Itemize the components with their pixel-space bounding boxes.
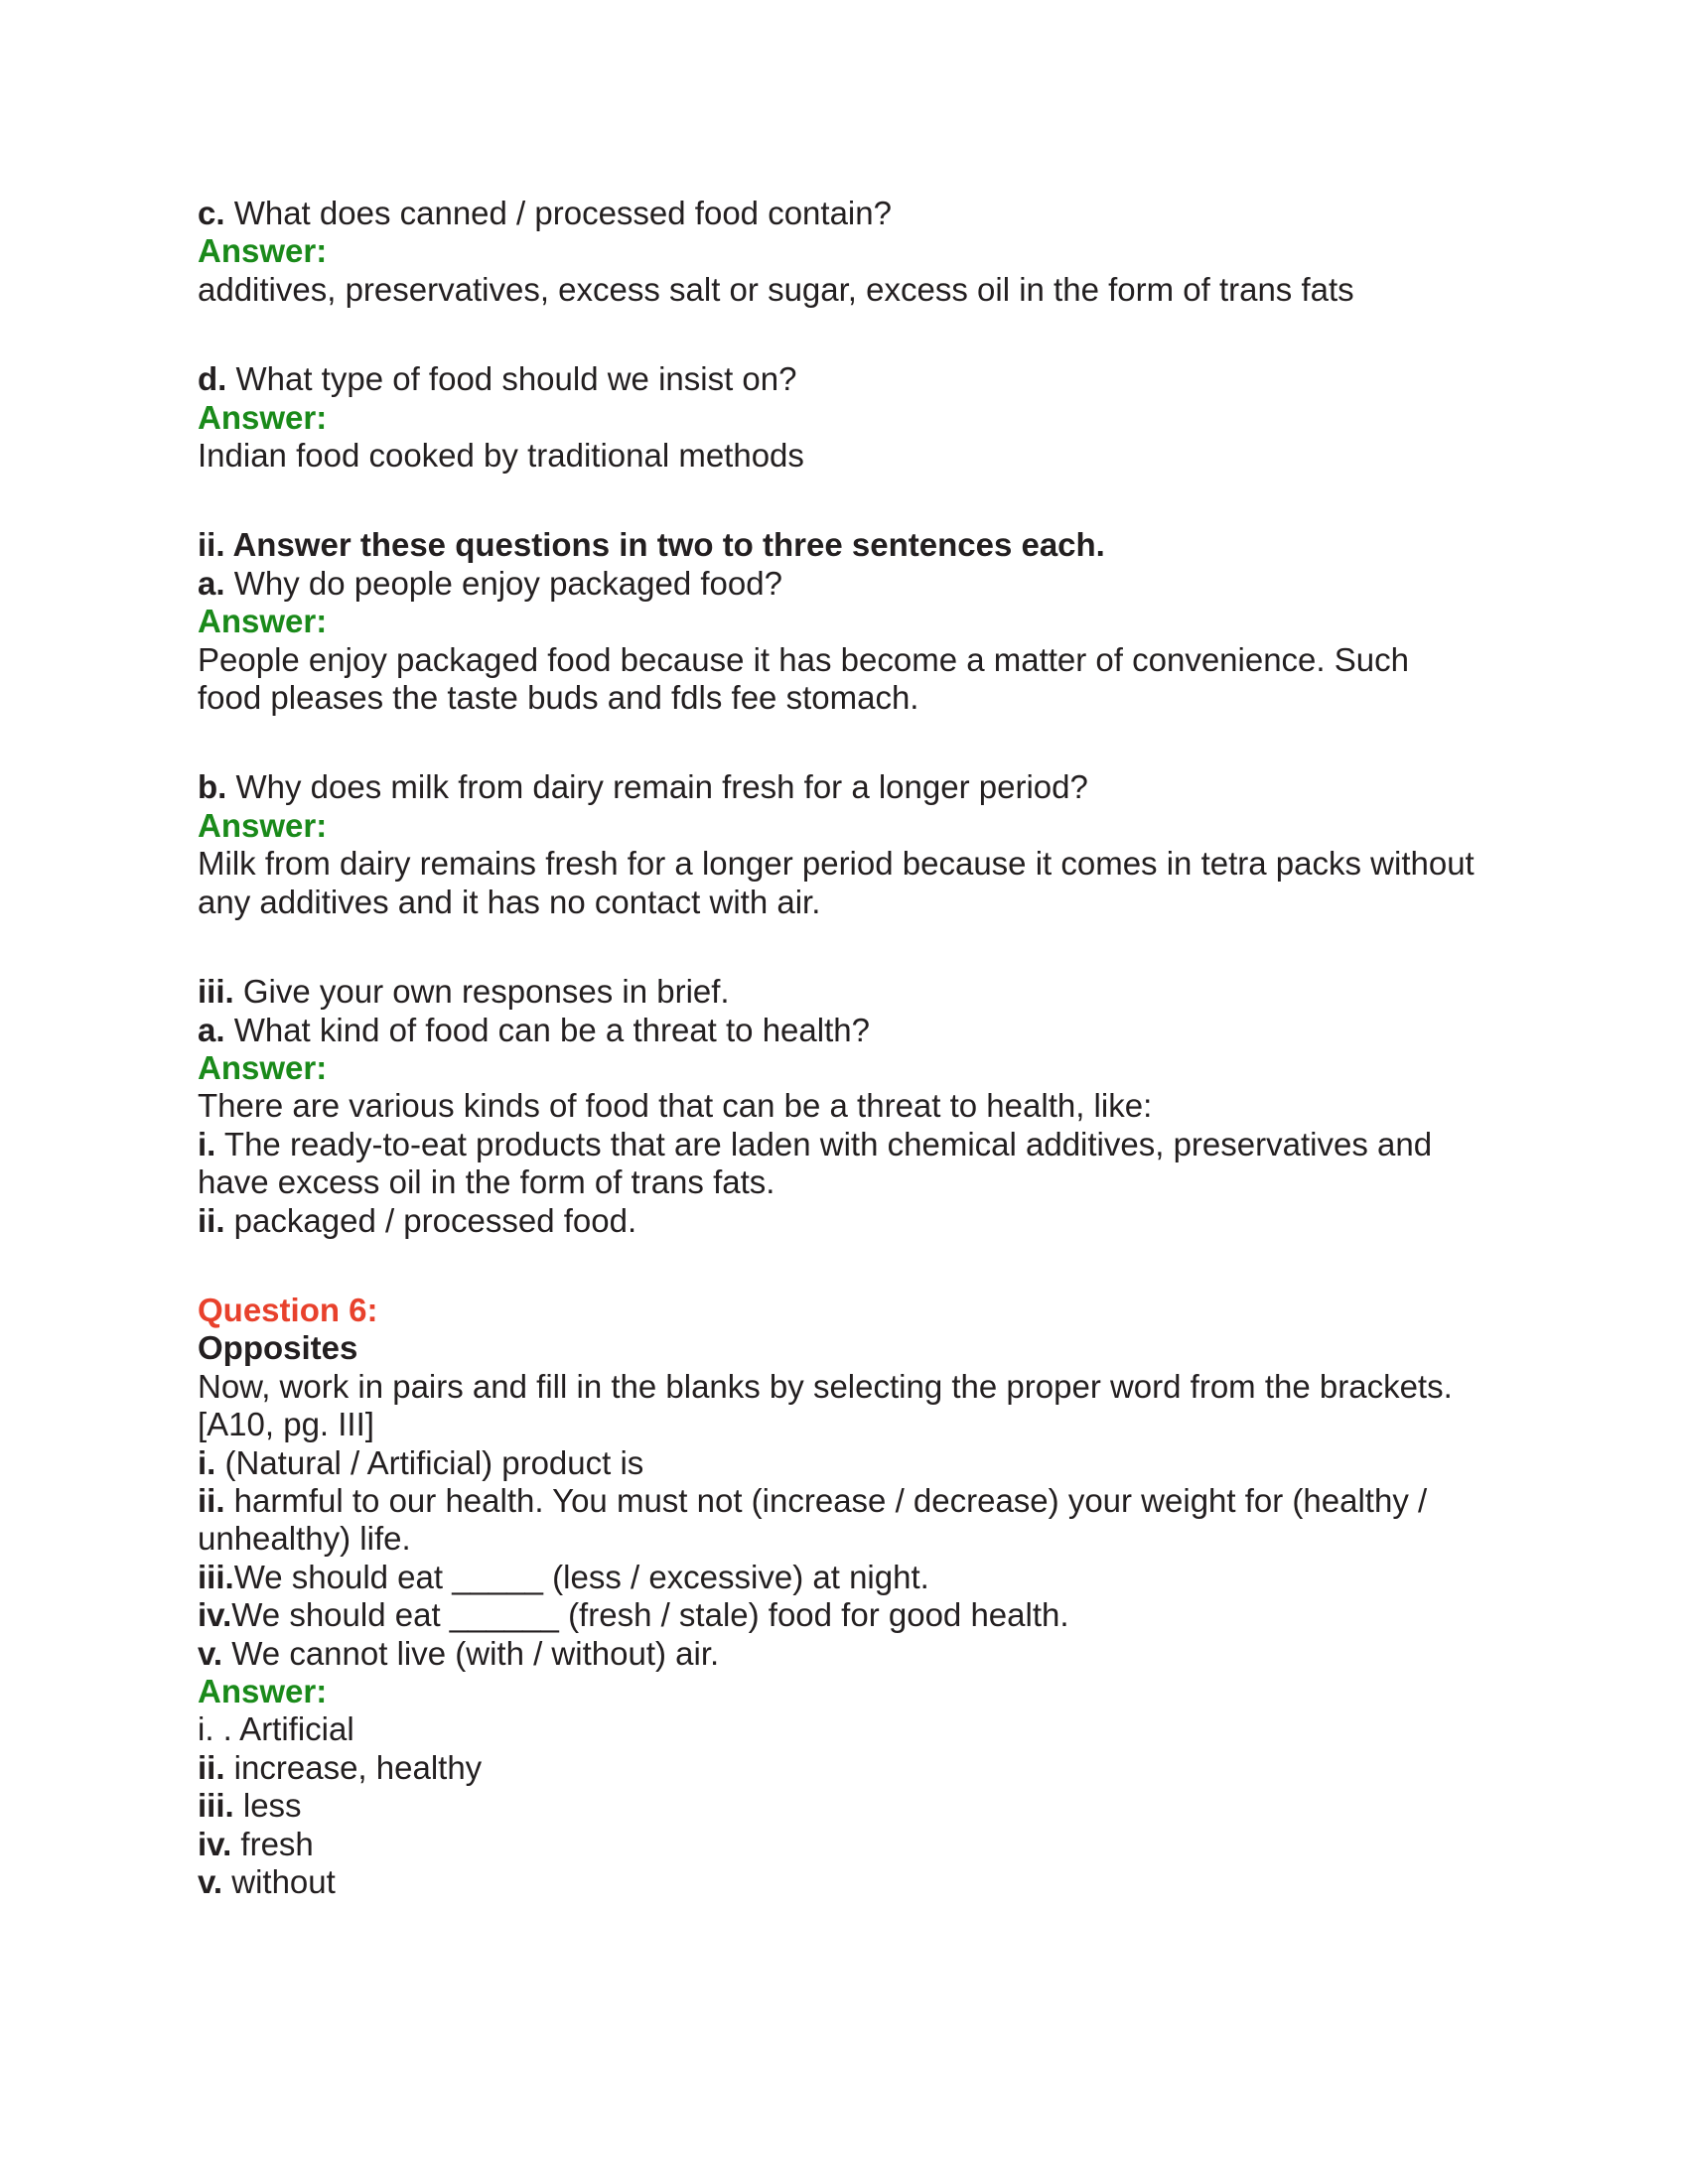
spacer xyxy=(198,309,1508,360)
question-text: What kind of food can be a threat to health? xyxy=(224,1011,870,1048)
answer-text: People enjoy packaged food because it has become a matter of convenience. Such xyxy=(198,640,1409,678)
item-label: ii. xyxy=(198,1201,225,1239)
question-label: a. xyxy=(198,564,225,602)
answer-label: Answer: xyxy=(198,398,328,436)
section-heading: ii. Answer these questions in two to three sentences each. xyxy=(198,526,1105,564)
blank-item xyxy=(198,1444,1508,1482)
answer-item xyxy=(198,1710,1508,1748)
answer-item xyxy=(198,1826,1508,1863)
section-heading xyxy=(198,973,1508,1011)
item-text: We cannot live (with / without) air. xyxy=(222,1634,720,1672)
answer-text: additives, preservatives, excess salt or sugar, excess oil in the form of trans fats xyxy=(198,270,1354,308)
question-heading: Question 6: xyxy=(198,1291,378,1328)
answer-text: Milk from dairy remains fresh for a longer period because it comes in tetra packs without xyxy=(198,845,1475,883)
item-text: i. . Artificial xyxy=(198,1710,354,1748)
section-label: iii. xyxy=(198,973,234,1011)
answer-label: Answer: xyxy=(198,1673,328,1709)
item-text: We should eat _____ (less / excessive) at night. xyxy=(233,1558,929,1595)
answer-item-cont: have excess oil in the form of trans fats. xyxy=(198,1163,775,1201)
item-label: iii. xyxy=(198,1558,234,1595)
blank-item xyxy=(198,1482,1508,1520)
answer-text: Indian food cooked by traditional methods xyxy=(198,437,804,475)
answer-text: any additives and it has no contact with air. xyxy=(198,883,821,920)
item-text: fresh xyxy=(231,1825,314,1862)
question-label: d. xyxy=(198,360,227,398)
blank-item xyxy=(198,1596,1508,1634)
answer-item xyxy=(198,1787,1508,1825)
spacer xyxy=(198,475,1508,526)
answer-item xyxy=(198,1863,1508,1901)
instruction-text: [A10, pg. III] xyxy=(198,1406,374,1443)
answer-item xyxy=(198,1126,1508,1163)
item-label: iv. xyxy=(198,1596,232,1634)
question-ii-b xyxy=(198,768,1508,806)
question-text: What does canned / processed food contain? xyxy=(224,195,892,231)
blank-item xyxy=(198,1635,1508,1673)
item-label: ii. xyxy=(198,1748,225,1786)
item-label: i. xyxy=(198,1443,216,1481)
question-label: b. xyxy=(198,768,227,806)
blank-item xyxy=(198,1559,1508,1596)
item-label: ii. xyxy=(198,1481,225,1519)
document-page xyxy=(198,195,1508,1901)
answer-label: Answer: xyxy=(198,603,328,640)
item-text: harmful to our health. You must not (increase / decrease) your weight for (healthy / xyxy=(224,1481,1428,1519)
instruction-text: Now, work in pairs and fill in the blanks by selecting the proper word from the brackets. xyxy=(198,1367,1453,1405)
question-text: Why does milk from dairy remain fresh for a longer period? xyxy=(226,768,1088,806)
item-text: packaged / processed food. xyxy=(224,1201,637,1239)
blank-item-cont: unhealthy) life. xyxy=(198,1520,411,1558)
item-label: iv. xyxy=(198,1825,232,1862)
answer-label: Answer: xyxy=(198,232,328,270)
answer-label: Answer: xyxy=(198,806,328,844)
item-text: less xyxy=(233,1787,302,1825)
answer-text: There are various kinds of food that can be a threat to health, like: xyxy=(198,1087,1153,1125)
answer-item xyxy=(198,1749,1508,1787)
answer-text: food pleases the taste buds and fdls fee stomach. xyxy=(198,679,919,717)
item-label: v. xyxy=(198,1634,223,1672)
question-text: Why do people enjoy packaged food? xyxy=(224,564,782,602)
spacer xyxy=(198,717,1508,768)
section-text: Give your own responses in brief. xyxy=(233,973,730,1011)
question-title: Opposites xyxy=(198,1329,358,1367)
answer-item xyxy=(198,1202,1508,1240)
item-text: The ready-to-eat products that are laden with chemical additives, preservatives and xyxy=(215,1125,1433,1162)
spacer xyxy=(198,921,1508,973)
question-c xyxy=(198,195,1508,232)
answer-label: Answer: xyxy=(198,1048,328,1086)
item-text: without xyxy=(222,1863,336,1901)
question-text: What type of food should we insist on? xyxy=(226,360,797,398)
question-label: a. xyxy=(198,1011,225,1048)
item-text: We should eat ______ (fresh / stale) food for good health. xyxy=(231,1596,1069,1634)
item-label: iii. xyxy=(198,1787,234,1825)
question-ii-a xyxy=(198,565,1508,603)
question-d xyxy=(198,360,1508,398)
item-text: (Natural / Artificial) product is xyxy=(215,1443,644,1481)
item-text: increase, healthy xyxy=(224,1748,483,1786)
question-iii-a xyxy=(198,1012,1508,1049)
item-label: i. xyxy=(198,1125,216,1162)
item-label: v. xyxy=(198,1863,223,1901)
question-label: c. xyxy=(198,195,225,231)
spacer xyxy=(198,1240,1508,1292)
